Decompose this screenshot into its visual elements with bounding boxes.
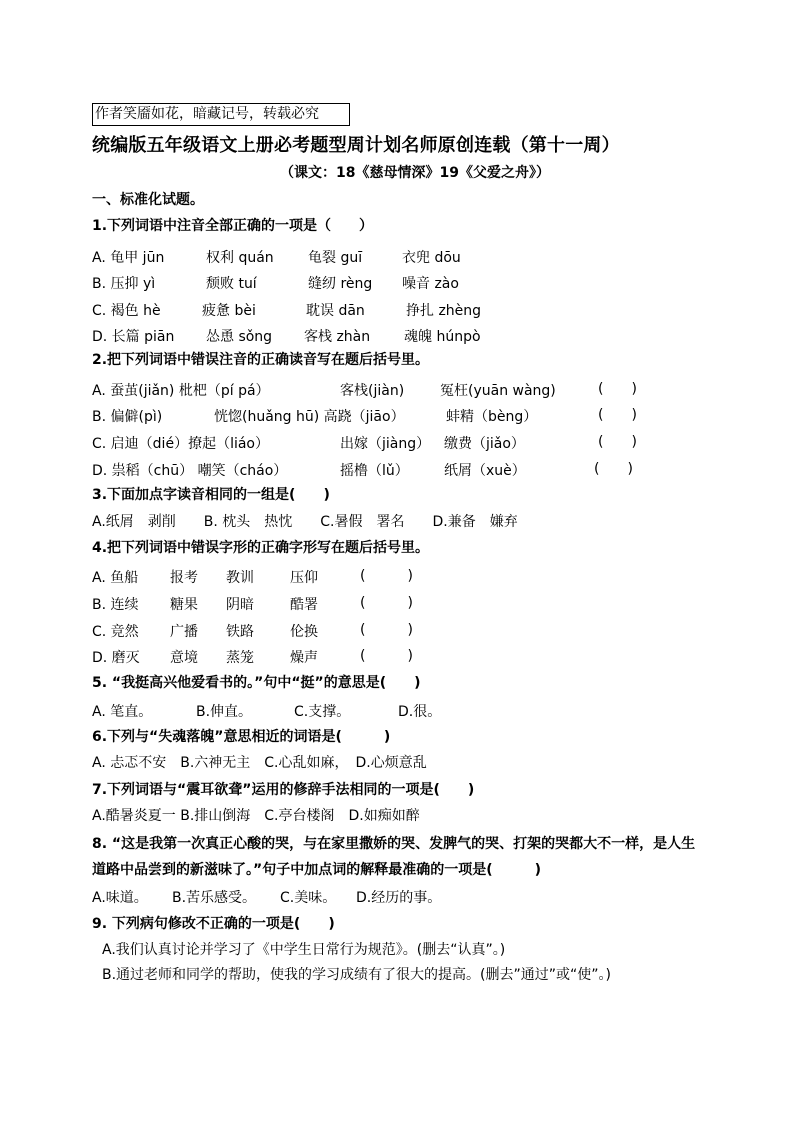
q1-option-b-2: 颓败 tuí — [206, 276, 257, 292]
section-heading: 一、标准化试题。 — [92, 192, 204, 208]
q1-option-b-1: B. 压抑 yì — [92, 276, 156, 292]
q2-answer-b: ( ) — [598, 407, 637, 423]
q1-option-d-2: 怂恿 sǒng — [206, 329, 273, 345]
q4-option-b-1: B. 连续 — [92, 597, 139, 613]
q4-option-a-3: 教训 — [226, 570, 254, 586]
q8-option-b: B.苦乐感受。 — [172, 890, 257, 906]
q1-option-d-3: 客栈 zhàn — [304, 329, 371, 345]
q1-option-a-1: A. 龟甲 jūn — [92, 250, 165, 266]
q2-option-d-1: D. 祟稻（chū） 嘲笑（cháo） — [92, 463, 288, 479]
q8-option-a: A.味道。 — [92, 890, 148, 906]
q2-option-a-3: 冤枉(yuān wàng) — [440, 383, 556, 399]
copyright-note: 作者笑靥如花，暗藏记号，转载必究 — [92, 103, 350, 126]
q1-option-b-4: 噪音 zào — [402, 276, 459, 292]
question-3-stem: 3.下面加点字读音相同的一组是( ) — [92, 487, 330, 503]
q5-option-c: C.支撑。 — [294, 704, 351, 720]
q4-option-b-2: 糖果 — [170, 597, 198, 613]
q4-option-c-4: 伦换 — [290, 624, 318, 640]
q4-answer-a: ( ) — [360, 568, 413, 584]
q4-option-c-1: C. 竞然 — [92, 624, 139, 640]
q4-option-b-4: 酷署 — [290, 597, 318, 613]
q5-option-a: A. 笔直。 — [92, 704, 153, 720]
q1-option-c-4: 挣扎 zhèng — [406, 303, 482, 319]
q4-option-a-2: 报考 — [170, 570, 198, 586]
q4-option-c-3: 铁路 — [226, 624, 254, 640]
q2-option-b-2: 恍惚(huǎng hū) 高跷（jiāo） — [214, 409, 405, 425]
q5-option-b: B.伸直。 — [196, 704, 253, 720]
question-9-stem: 9. 下列病句修改不正确的一项是( ) — [92, 916, 335, 932]
question-6-stem: 6.下列与“失魂落魄”意思相近的词语是( ) — [92, 729, 391, 745]
q4-option-b-3: 阴暗 — [226, 597, 254, 613]
q2-option-c-1: C. 启迪（dié）撩起（liáo） — [92, 436, 269, 452]
q2-option-d-3: 纸屑（xuè） — [444, 463, 526, 479]
q2-answer-a: ( ) — [598, 381, 637, 397]
page-title: 统编版五年级语文上册必考题型周计划名师原创连载（第十一周） — [92, 135, 620, 156]
q2-option-b-1: B. 偏僻(pì) — [92, 409, 163, 425]
question-1-stem: 1.下列词语中注音全部正确的一项是（ ） — [92, 218, 374, 234]
q2-answer-d: ( ) — [594, 461, 633, 477]
q2-option-c-2: 出嫁（jiàng） — [340, 436, 431, 452]
q4-option-a-1: A. 鱼船 — [92, 570, 139, 586]
q2-option-d-2: 摇橹（lǔ） — [340, 463, 409, 479]
q4-answer-b: ( ) — [360, 595, 413, 611]
q4-option-c-2: 广播 — [170, 624, 198, 640]
q1-option-b-3: 缝纫 rèng — [308, 276, 373, 292]
q2-option-a-1: A. 蚕茧(jiǎn) 枇杷（pí pá） — [92, 383, 270, 399]
q1-option-a-4: 衣兜 dōu — [402, 250, 461, 266]
q2-option-a-2: 客栈(jiàn) — [340, 383, 405, 399]
q4-option-d-4: 燥声 — [290, 650, 318, 666]
q1-option-d-4: 魂魄 húnpò — [404, 329, 481, 345]
question-4-stem: 4.把下列词语中错误字形的正确字形写在题后括号里。 — [92, 540, 430, 556]
q1-option-d-1: D. 长篇 piān — [92, 329, 175, 345]
question-7-options: A.酷暑炎夏一 B.排山倒海 C.亭台楼阁 D.如痴如醉 — [92, 808, 420, 824]
q2-answer-c: ( ) — [598, 434, 637, 450]
question-2-stem: 2.把下列词语中错误注音的正确读音写在题后括号里。 — [92, 352, 430, 368]
question-5-stem: 5. “我挺高兴他爱看书的。”句中“挺”的意思是( ) — [92, 675, 421, 691]
question-6-options: A. 忐忑不安 B.六神无主 C.心乱如麻， D.心烦意乱 — [92, 755, 427, 771]
q4-answer-c: ( ) — [360, 622, 413, 638]
q1-option-a-3: 龟裂 guī — [308, 250, 363, 266]
q4-option-d-3: 蒸笼 — [226, 650, 254, 666]
q2-option-b-3: 蚌精（bèng） — [446, 409, 538, 425]
q1-option-c-1: C. 褐色 hè — [92, 303, 161, 319]
q1-option-c-3: 耽误 dān — [306, 303, 365, 319]
q2-option-c-3: 缴费（jiǎo） — [444, 436, 525, 452]
question-9-option-a: A.我们认真讨论并学习了《中学生日常行为规范》。(删去“认真”。) — [102, 942, 506, 958]
question-8-stem: 8. “这是我第一次真正心酸的哭，与在家里撒娇的哭、发脾气的哭、打架的哭都大不一样，是人生道路中品尝到的新滋味了。”句子中加点词的解释最准确的一项是( ) — [92, 836, 696, 878]
q4-option-a-4: 压仰 — [290, 570, 318, 586]
q5-option-d: D.很。 — [398, 704, 442, 720]
q1-option-a-2: 权利 quán — [206, 250, 274, 266]
question-9-option-b: B.通过老师和同学的帮助，使我的学习成绩有了很大的提高。(删去”通过”或“使”。) — [102, 967, 611, 983]
q4-option-d-1: D. 磨灭 — [92, 650, 140, 666]
page-subtitle: （课文：18《慈母情深》19《父爱之舟》） — [280, 165, 550, 181]
q8-option-c: C.美味。 — [280, 890, 337, 906]
q4-answer-d: ( ) — [360, 648, 413, 664]
question-3-options: A.纸屑 剥削 B. 枕头 热忱 C.暑假 署名 D.兼备 嫌弃 — [92, 514, 518, 530]
q8-option-d: D.经历的事。 — [356, 890, 442, 906]
q1-option-c-2: 疲惫 bèi — [202, 303, 256, 319]
q4-option-d-2: 意境 — [170, 650, 198, 666]
question-7-stem: 7.下列词语与“震耳欲聋”运用的修辞手法相同的一项是( ) — [92, 782, 475, 798]
